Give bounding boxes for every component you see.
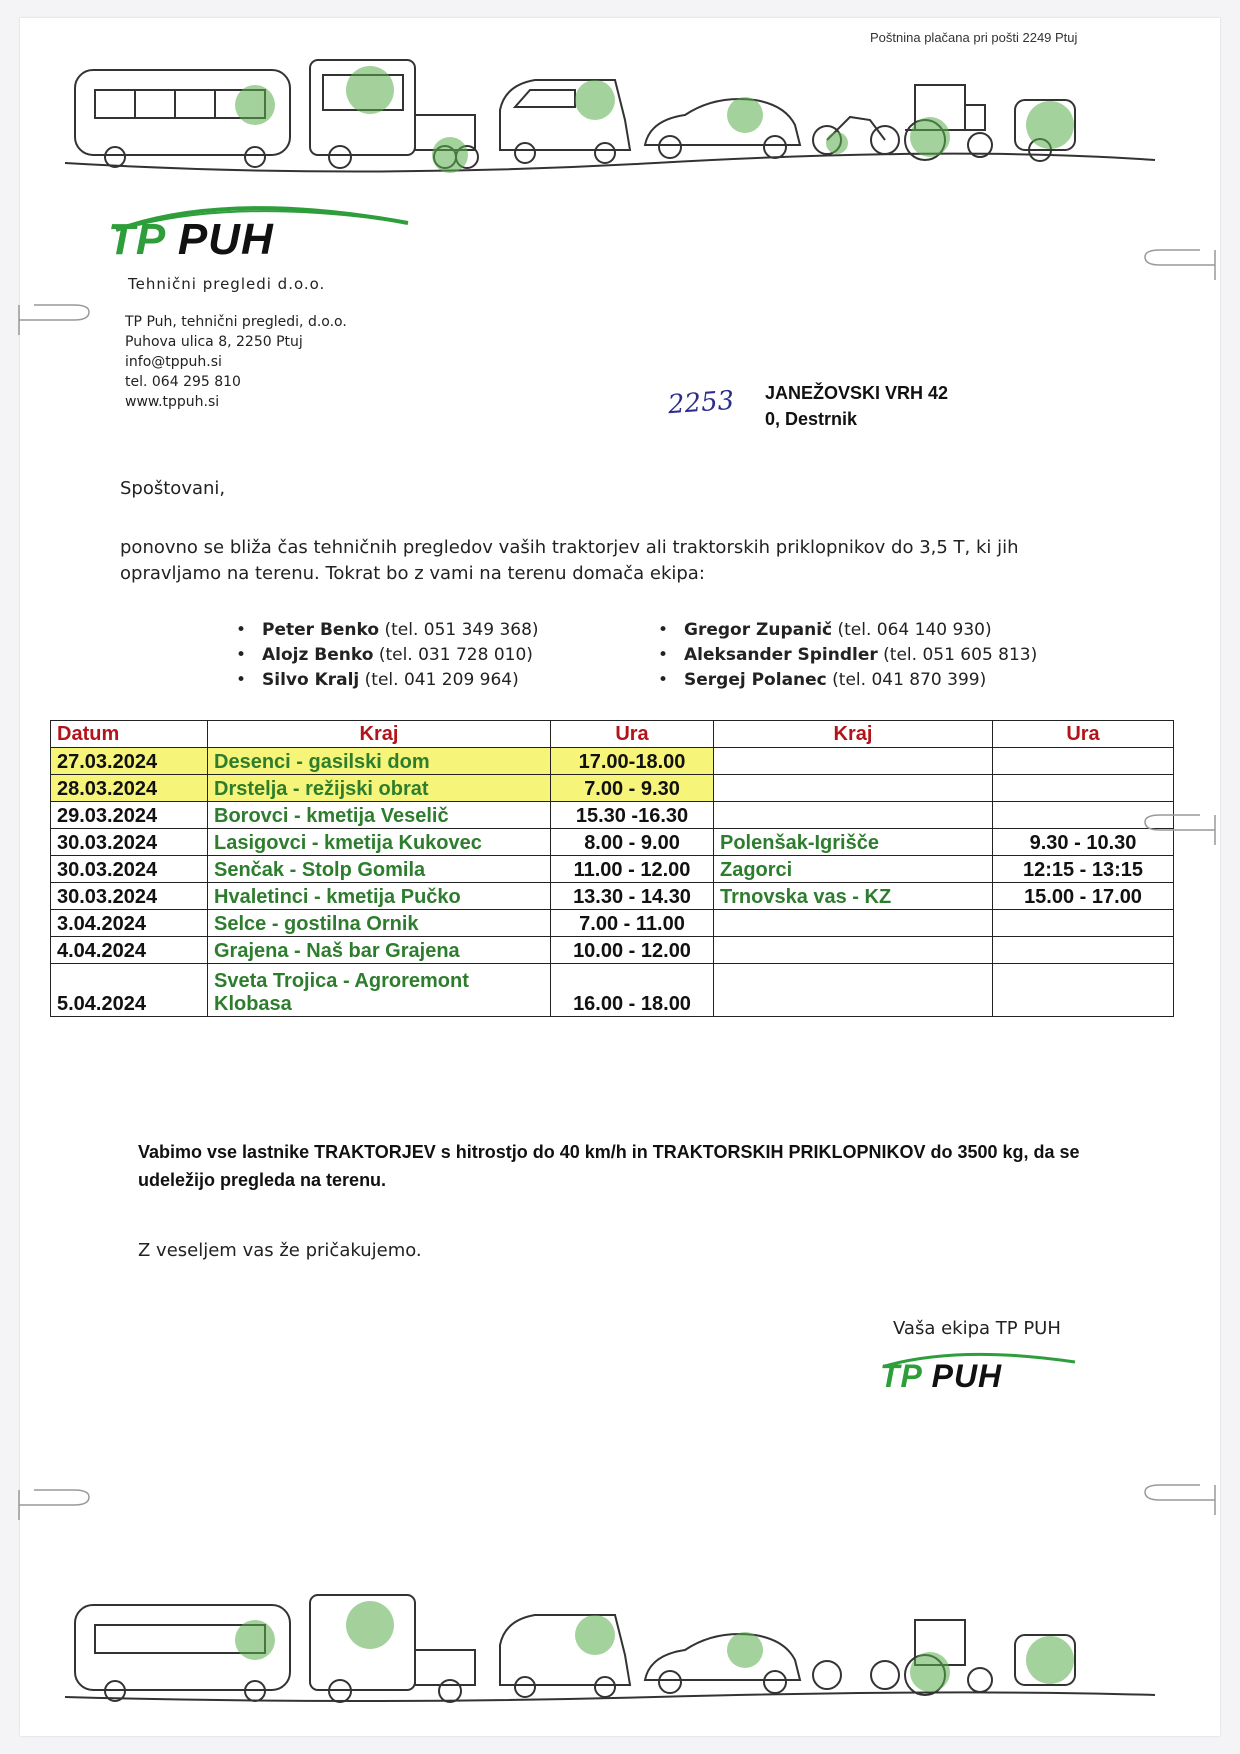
header-time2: Ura: [993, 721, 1174, 748]
logo-subtitle: Tehnični pregledi d.o.o.: [128, 275, 326, 293]
cell-place2: [714, 937, 993, 964]
schedule-header-row: [51, 721, 1174, 748]
team-member: • Gregor Zupanič (tel. 064 140 930): [650, 618, 1037, 643]
header-place: Kraj: [208, 721, 551, 748]
table-row: [51, 748, 1174, 775]
company-logo: [108, 195, 418, 305]
handwritten-postcode: 2253: [667, 385, 736, 421]
cell-place2: [714, 748, 993, 775]
cell-date: 30.03.2024: [51, 856, 208, 883]
sender-email: info@tppuh.si: [125, 354, 222, 370]
cell-time2: [993, 964, 1174, 1017]
intro-paragraph: ponovno se bliža čas tehničnih pregledov vaših traktorjev ali traktorskih priklopnikov do 3,5 T, ki jih opravljamo na terenu. Tokrat bo z vami na terenu domača ekipa:: [120, 537, 1019, 584]
cell-place2: [714, 910, 993, 937]
clip-mark-icon: [1140, 245, 1220, 285]
team-list-left: [228, 618, 539, 693]
header-time: Ura: [551, 721, 714, 748]
cell-place2: Zagorci: [714, 856, 993, 883]
table-row: [51, 910, 1174, 937]
cell-date: 29.03.2024: [51, 802, 208, 829]
logo-wordmark: [880, 1358, 1002, 1395]
vehicles-banner-top-icon: [55, 45, 1165, 175]
logo-tp: TP: [108, 215, 165, 264]
sender-phone: tel. 064 295 810: [125, 374, 241, 390]
cell-date: 4.04.2024: [51, 937, 208, 964]
cell-time: 8.00 - 9.00: [551, 829, 714, 856]
cell-date: 28.03.2024: [51, 775, 208, 802]
header-date: Datum: [51, 721, 208, 748]
closing-text: Z veseljem vas že pričakujemo.: [138, 1240, 422, 1261]
cell-date: 30.03.2024: [51, 883, 208, 910]
greeting: Spoštovani,: [120, 478, 226, 499]
recipient-line2: 0, Destrnik: [765, 409, 858, 429]
logo-puh: PUH: [177, 215, 274, 264]
team-member: • Aleksander Spindler (tel. 051 605 813): [650, 643, 1037, 668]
team-member: • Silvo Kralj (tel. 041 209 964): [228, 668, 539, 693]
cell-place: Selce - gostilna Ornik: [208, 910, 551, 937]
cell-time2: 12:15 - 13:15: [993, 856, 1174, 883]
sender-name: TP Puh, tehnični pregledi, d.o.o.: [125, 314, 347, 330]
cell-place: Grajena - Naš bar Grajena: [208, 937, 551, 964]
team-member: • Peter Benko (tel. 051 349 368): [228, 618, 539, 643]
cell-date: 27.03.2024: [51, 748, 208, 775]
cell-date: 3.04.2024: [51, 910, 208, 937]
cell-place2: Polenšak-Igrišče: [714, 829, 993, 856]
logo-puh: PUH: [931, 1358, 1003, 1394]
table-row: [51, 802, 1174, 829]
cell-time2: 9.30 - 10.30: [993, 829, 1174, 856]
cell-date: 5.04.2024: [51, 964, 208, 1017]
cell-time: 10.00 - 12.00: [551, 937, 714, 964]
cell-place2: [714, 802, 993, 829]
team-list-right: [650, 618, 1037, 693]
table-row: [51, 964, 1174, 1017]
table-row: [51, 937, 1174, 964]
clip-mark-icon: [1140, 1480, 1220, 1520]
cell-place2: [714, 964, 993, 1017]
cell-place: Lasigovci - kmetija Kukovec: [208, 829, 551, 856]
recipient-line1: JANEŽOVSKI VRH 42: [765, 383, 949, 403]
postage-note: Poštnina plačana pri pošti 2249 Ptuj: [870, 30, 1078, 45]
cell-time2: [993, 775, 1174, 802]
cell-time2: [993, 910, 1174, 937]
cell-place: Hvaletinci - kmetija Pučko: [208, 883, 551, 910]
header-place2: Kraj: [714, 721, 993, 748]
cell-time2: [993, 937, 1174, 964]
team-member: • Alojz Benko (tel. 031 728 010): [228, 643, 539, 668]
table-row: [51, 829, 1174, 856]
invitation-text: Vabimo vse lastnike TRAKTORJEV s hitrostjo do 40 km/h in TRAKTORSKIH PRIKLOPNIKOV do 3500 kg, da se udeležijo pregleda na terenu.: [138, 1142, 1080, 1190]
recipient-address: [765, 380, 948, 432]
clip-mark-icon: [1140, 810, 1220, 850]
cell-place: Desenci - gasilski dom: [208, 748, 551, 775]
cell-place: Sveta Trojica - Agroremont Klobasa: [208, 964, 551, 1017]
sender-web: www.tppuh.si: [125, 394, 220, 410]
cell-time2: 15.00 - 17.00: [993, 883, 1174, 910]
cell-time: 17.00-18.00: [551, 748, 714, 775]
signoff-text: Vaša ekipa TP PUH: [893, 1318, 1061, 1339]
cell-time: 16.00 - 18.00: [551, 964, 714, 1017]
cell-time: 11.00 - 12.00: [551, 856, 714, 883]
table-row: [51, 883, 1174, 910]
cell-time: 7.00 - 9.30: [551, 775, 714, 802]
team-member: • Sergej Polanec (tel. 041 870 399): [650, 668, 1037, 693]
cell-time: 13.30 - 14.30: [551, 883, 714, 910]
cell-place: Drstelja - režijski obrat: [208, 775, 551, 802]
schedule-table: [50, 720, 1174, 1017]
clip-mark-icon: [14, 300, 94, 340]
table-row: [51, 856, 1174, 883]
vehicles-banner-bottom-icon: [55, 1575, 1165, 1705]
cell-place2: [714, 775, 993, 802]
cell-place2: Trnovska vas - KZ: [714, 883, 993, 910]
cell-time: 15.30 -16.30: [551, 802, 714, 829]
logo-wordmark: [108, 215, 274, 265]
signature-logo: [880, 1348, 1080, 1398]
cell-time2: [993, 748, 1174, 775]
cell-time: 7.00 - 11.00: [551, 910, 714, 937]
cell-place: Senčak - Stolp Gomila: [208, 856, 551, 883]
cell-date: 30.03.2024: [51, 829, 208, 856]
logo-tp: TP: [880, 1358, 922, 1394]
cell-place: Borovci - kmetija Veselič: [208, 802, 551, 829]
clip-mark-icon: [14, 1485, 94, 1525]
table-row: [51, 775, 1174, 802]
sender-street: Puhova ulica 8, 2250 Ptuj: [125, 334, 303, 350]
sender-address: [125, 312, 347, 412]
